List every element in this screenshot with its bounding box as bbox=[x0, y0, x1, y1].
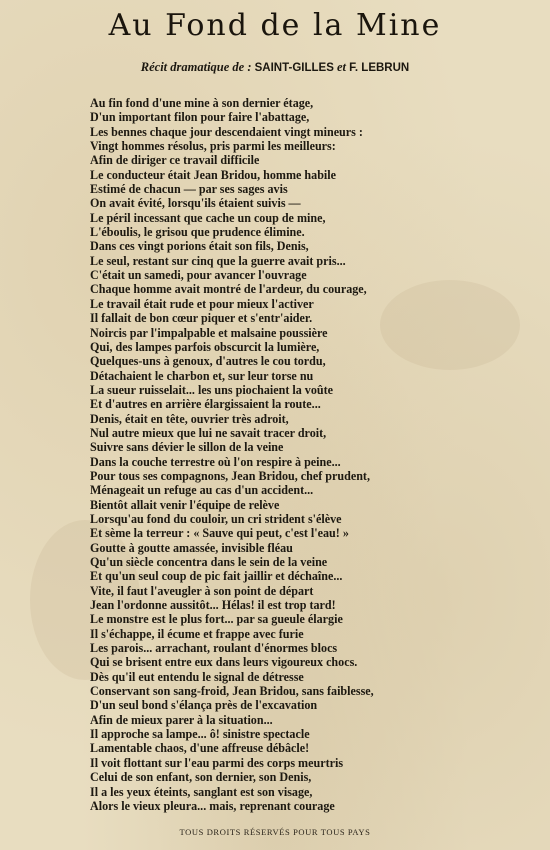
poem-line: Qu'un siècle concentra dans le sein de la veine bbox=[90, 555, 328, 569]
poem-line: Les parois... arrachant, roulant d'énormes blocs bbox=[90, 641, 338, 656]
poem-line: Le travail était rude et pour mieux l'activer bbox=[90, 296, 314, 311]
poem-line: Estimé de chacun — par ses sages avis bbox=[90, 182, 288, 197]
poem-line: Afin de mieux parer à la situation... bbox=[90, 712, 273, 727]
poem-line: D'un important filon pour faire l'abattage, bbox=[90, 110, 310, 125]
page-title: Au Fond de la Mine bbox=[108, 8, 442, 43]
poem-line: Détachaient le charbon et, sur leur torse nu bbox=[90, 368, 314, 383]
poem-line: C'était un samedi, pour avancer l'ouvrage bbox=[90, 268, 307, 283]
poem-line: Il s'échappe, il écume et frappe avec furie bbox=[90, 626, 304, 641]
subtitle-lead: Récit dramatique de : bbox=[140, 60, 252, 74]
poem-line: Qui, des lampes parfois obscurcit la lumière, bbox=[90, 339, 320, 354]
subtitle bbox=[0, 60, 550, 75]
poem-line: Le conducteur était Jean Bridou, homme habile bbox=[90, 167, 337, 182]
poem-line: Conservant son sang-froid, Jean Bridou, sans faiblesse, bbox=[90, 684, 374, 699]
poem-line: Quelques-uns à genoux, d'autres le cou tordu, bbox=[90, 354, 326, 369]
poem-line: Dès qu'il eut entendu le signal de détresse bbox=[90, 669, 304, 684]
poem-line: Et qu'un seul coup de pic fait jaillir et déchaîne... bbox=[90, 569, 343, 584]
poem-line: L'éboulis, le grisou que prudence élimine. bbox=[90, 225, 305, 240]
poem-line: Il fallait de bon cœur piquer et s'entr'aider. bbox=[90, 311, 313, 326]
poem-line: Le seul, restant sur cinq que la guerre avait pris... bbox=[90, 253, 346, 268]
poem-line: On avait évité, lorsqu'ils étaient suivis — bbox=[90, 196, 301, 211]
poem-line: Lamentable chaos, d'une affreuse débâcle! bbox=[90, 741, 310, 756]
poem-line: Vite, il faut l'aveugler à son point de départ bbox=[90, 583, 314, 598]
poem-line: Alors le vieux pleura... mais, reprenant courage bbox=[90, 798, 335, 813]
poem-line: Dans ces vingt porions était son fils, Denis, bbox=[90, 239, 309, 254]
author-2: F. LEBRUN bbox=[349, 62, 410, 74]
poem-line: Qui se brisent entre eux dans leurs vigoureux chocs. bbox=[90, 655, 358, 670]
poem-line: Bientôt allait venir l'équipe de relève bbox=[90, 497, 280, 512]
poem-line: D'un seul bond s'élança près de l'excavation bbox=[90, 698, 318, 713]
poem-line: Le monstre est le plus fort... par sa gueule élargie bbox=[90, 612, 343, 627]
poem-line: Il a les yeux éteints, sanglant est son visage, bbox=[90, 784, 313, 799]
poem-line: Chaque homme avait montré de l'ardeur, du courage, bbox=[90, 282, 367, 297]
poem-line: Il voit flottant sur l'eau parmi des corps meurtris bbox=[90, 755, 344, 770]
poem-line: Celui de son enfant, son dernier, son Denis, bbox=[90, 770, 312, 785]
poem-line: Et d'autres en arrière élargissaient la route... bbox=[90, 397, 321, 412]
copyright-footer: TOUS DROITS RÉSERVÉS POUR TOUS PAYS bbox=[179, 827, 371, 837]
poem-line: Pour tous ses compagnons, Jean Bridou, chef prudent, bbox=[90, 468, 370, 483]
author-1: SAINT-GILLES bbox=[254, 62, 334, 74]
poem-line: Au fin fond d'une mine à son dernier étage, bbox=[90, 96, 314, 110]
poem-line: Jean l'ordonne aussitôt... Hélas! il est trop tard! bbox=[90, 598, 336, 613]
poem-line: Nul autre mieux que lui ne savait tracer droit, bbox=[90, 425, 327, 440]
poem-line: Et sème la terreur : « Sauve qui peut, c'est l'eau! » bbox=[90, 526, 349, 541]
poem-line: Suivre sans dévier le sillon de la veine bbox=[90, 440, 284, 455]
poem-body bbox=[90, 96, 470, 813]
poem-line: Vingt hommes résolus, pris parmi les meilleurs: bbox=[90, 139, 336, 154]
poem-line: Ménageait un refuge au cas d'un accident... bbox=[90, 483, 314, 498]
poem-line: Le péril incessant que cache un coup de mine, bbox=[90, 210, 326, 225]
poem-line: Les bennes chaque jour descendaient vingt mineurs : bbox=[90, 124, 363, 139]
poem-line: Noircis par l'impalpable et malsaine poussière bbox=[90, 325, 328, 340]
poem-line: La sueur ruisselait... les uns piochaient la voûte bbox=[90, 382, 334, 397]
poem-line: Goutte à goutte amassée, invisible fléau bbox=[90, 540, 293, 555]
poem-line: Afin de diriger ce travail difficile bbox=[90, 153, 260, 168]
poem-line: Denis, était en tête, ouvrier très adroit, bbox=[90, 411, 289, 426]
subtitle-conjunction: et bbox=[337, 60, 347, 74]
poem-line: Il approche sa lampe... ô! sinistre spectacle bbox=[90, 727, 310, 742]
poem-line: Lorsqu'au fond du couloir, un cri strident s'élève bbox=[90, 511, 342, 526]
poem-line: Dans la couche terrestre où l'on respire à peine... bbox=[90, 454, 341, 469]
